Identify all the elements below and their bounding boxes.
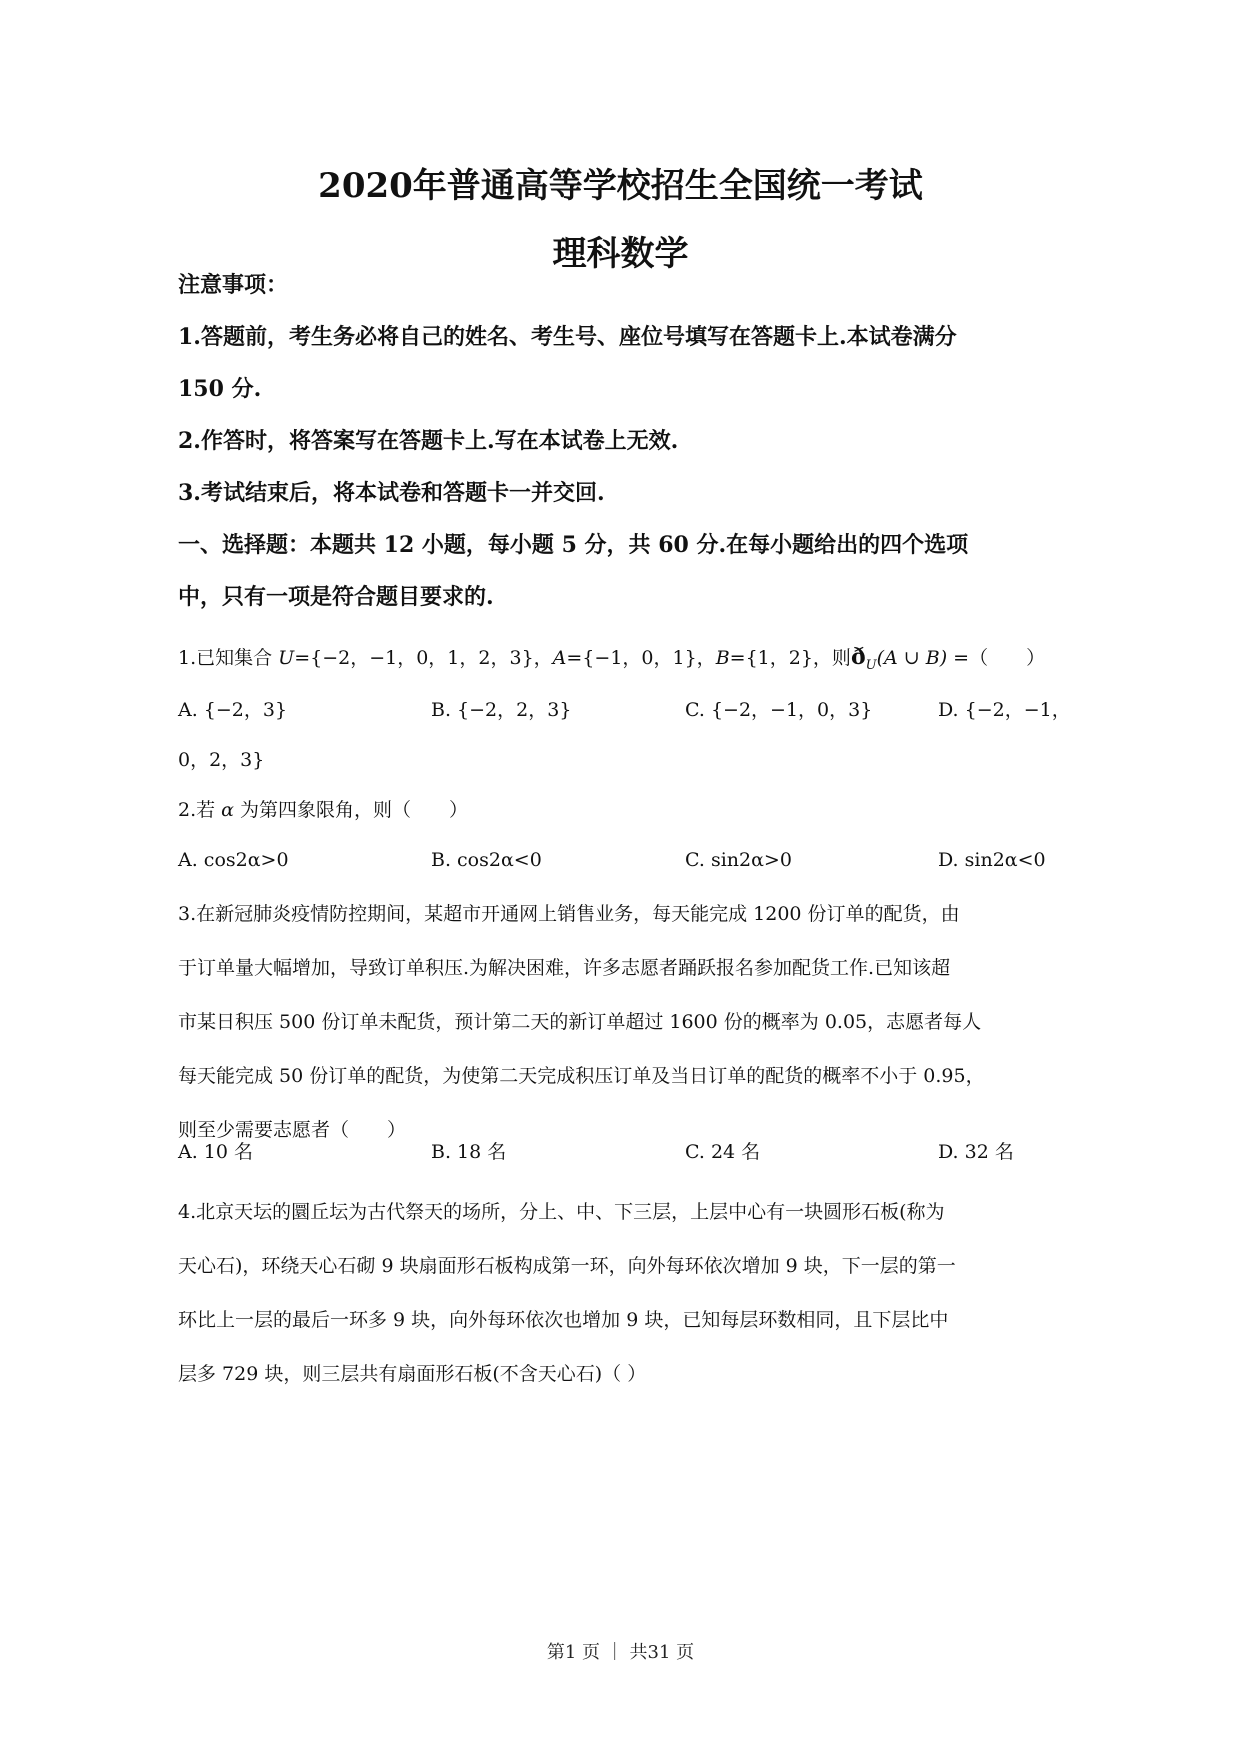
notice-item-2: 2.作答时，将答案写在答题卡上.写在本试卷上无效. [178,428,679,454]
exam-subject: 理科数学 [552,234,689,274]
section-heading-1-cont: 中，只有一项是符合题目要求的. [178,584,494,610]
q1-option-a: A. {−2，3} [178,699,288,721]
page-footer: 第1 页 ｜ 共31 页 [546,1642,695,1663]
notice-item-1-cont: 150 分. [178,376,262,402]
section-heading-1: 一、选择题：本题共 12 小题，每小题 5 分，共 60 分.在每小题给出的四个选项 [178,532,969,558]
q3-option-a: A. 10 名 [178,1141,254,1163]
question-3-options [178,1130,1063,1174]
q1-option-d: D. {−2，−1， [938,699,1071,721]
question-3-stem: 3.在新冠肺炎疫情防控期间，某超市开通网上销售业务，每天能完成 1200 份订单的配货，由 于订单量大幅增加，导致订单积压.为解决困难，许多志愿者踊跃报名参加配货工作.已知该超 市某日积压 500 份订单未配货，预计第二天的新订单超过 1600 份的概率为 0.05，志愿者每人 每天能完成 50 份订单的配货，为使第二天完成积压订单及当日订单的配货的概率不小于 0.95， 则至少需要志愿者（ ） [178,903,985,1141]
question-1-stem: 1.已知集合 U={−2，−1，0，1，2，3}，A={−1，0，1}，B={1，2}，则$ð_U(A$ ∪ B) =（ ） [178,635,1063,688]
question-1-options [178,688,1071,732]
q3-option-b: B. 18 名 [431,1141,507,1163]
q3-option-c: C. 24 名 [685,1141,761,1163]
q1-option-d-cont: 0，2，3} [178,749,265,771]
notice-item-3: 3.考试结束后，将本试卷和答题卡一并交回. [178,480,605,506]
q2-option-b: B. cos2α<0 [431,849,542,871]
q2-option-c: C. sin2α>0 [685,849,792,871]
q2-option-d: D. sin2α<0 [938,849,1046,871]
q3-option-d: D. 32 名 [938,1141,1014,1163]
question-2-options [178,838,1063,882]
notice-block [178,259,1058,623]
q2-option-a: A. cos2α>0 [178,849,289,871]
complement-symbol: ð [850,644,866,670]
notice-item-1: 1.答题前，考生务必将自己的姓名、考生号、座位号填写在答题卡上.本试卷满分 [178,324,957,350]
exam-title: 2020年普通高等学校招生全国统一考试 [318,166,923,206]
question-4-stem: 4.北京天坛的圜丘坛为古代祭天的场所，分上、中、下三层，上层中心有一块圆形石板(称为 天心石)，环绕天心石砌 9 块扇面形石板构成第一环，向外每环依次增加 9 块，下一层的第一 环比上一层的最后一环多 9 块，向外每环依次也增加 9 块，已知每层环数相同，且下层比中 层多 729 块，则三层共有扇面形石板(不含天心石)（ ） [178,1201,956,1385]
q1-option-b: B. {−2，2，3} [431,699,572,721]
notice-heading: 注意事项： [178,272,289,298]
question-2-stem: 2.若 α 为第四象限角，则（ ） [178,799,469,821]
q1-option-c: C. {−2，−1，0，3} [685,699,873,721]
